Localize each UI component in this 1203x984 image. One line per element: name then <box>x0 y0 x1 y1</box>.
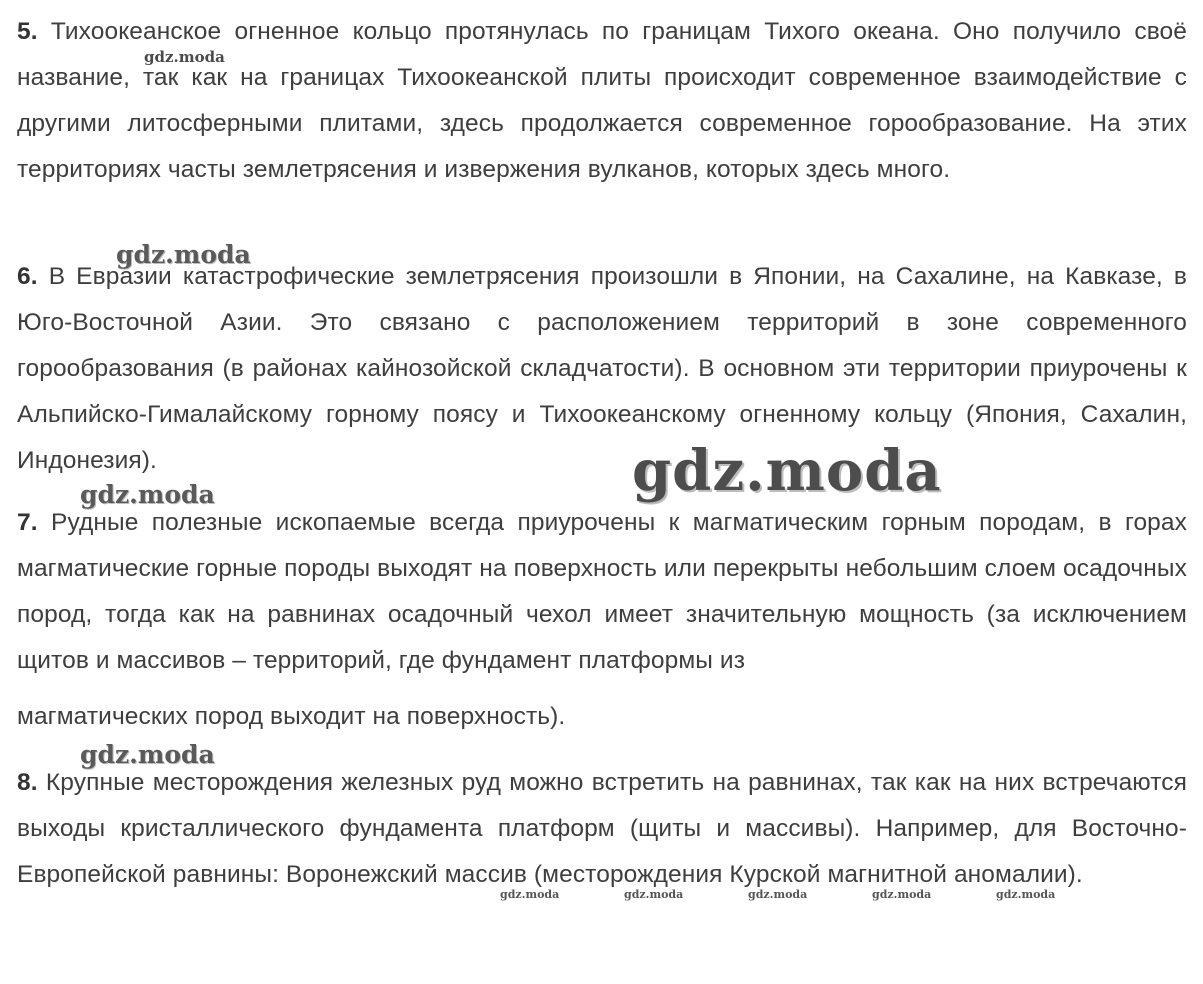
paragraph-number: 5. <box>17 18 38 45</box>
paragraph-text: Крупные месторождения железных руд можно встретить на равнинах, так как на них встречаются выходы кристаллического фундамента платформ (щиты и массивы). Например, для Восточно-Европейской равнины: Воронежский массив (месторождения Курской магнитной аномалии). <box>17 769 1187 888</box>
watermark-logo: gdz.moda <box>748 888 808 901</box>
watermark-logo: gdz.moda <box>632 438 942 504</box>
watermark-logo: gdz.moda <box>116 240 251 269</box>
watermark-logo: gdz.moda <box>996 888 1056 901</box>
watermark-logo: gdz.moda <box>80 480 215 509</box>
paragraph-number: 8. <box>17 769 38 796</box>
watermark-logo: gdz.moda <box>80 740 215 769</box>
paragraph-text: Тихоокеанское огненное кольцо протянулась по границам Тихого океана. Оно получило своё название, так как на границах Тихоокеанской плиты происходит современное взаимодействие с другими литосферными плитами, здесь продолжается современное горообразование. На этих территориях часты землетрясения и извержения вулканов, которых здесь много. <box>17 18 1187 183</box>
paragraph-7 <box>17 500 1187 740</box>
watermark-logo: gdz.moda <box>872 888 932 901</box>
watermark-logo: gdz.moda <box>500 888 560 901</box>
paragraph-number: 7. <box>17 509 38 536</box>
paragraph-text: В Евразии катастрофические землетрясения произошли в Японии, на Сахалине, на Кавказе, в Юго-Восточной Азии. Это связано с расположением территорий в зоне современного горообразования (в районах кайнозойской складчатости). В основном эти территории приурочены к Альпийско-Гималайскому горному поясу и Тихоокеанскому огненному кольцу (Япония, Сахалин, Индонезия). <box>17 263 1187 474</box>
watermark-logo: gdz.moda <box>624 888 684 901</box>
paragraph-number: 6. <box>17 263 38 290</box>
watermark-logo: gdz.moda <box>144 48 225 66</box>
paragraph-8 <box>17 760 1187 898</box>
paragraph-text-tail: магматических пород выходит на поверхность). <box>17 703 566 730</box>
paragraph-text: Рудные полезные ископаемые всегда приурочены к магматическим горным породам, в горах магматические горные породы выходят на поверхность или перекрыты небольшим слоем осадочных пород, тогда как на равнинах осадочный чехол имеет значительную мощность (за исключением щитов и массивов – территорий, где фундамент платформы из <box>17 509 1187 674</box>
paragraph-5 <box>17 9 1187 193</box>
paragraph-6 <box>17 254 1187 484</box>
